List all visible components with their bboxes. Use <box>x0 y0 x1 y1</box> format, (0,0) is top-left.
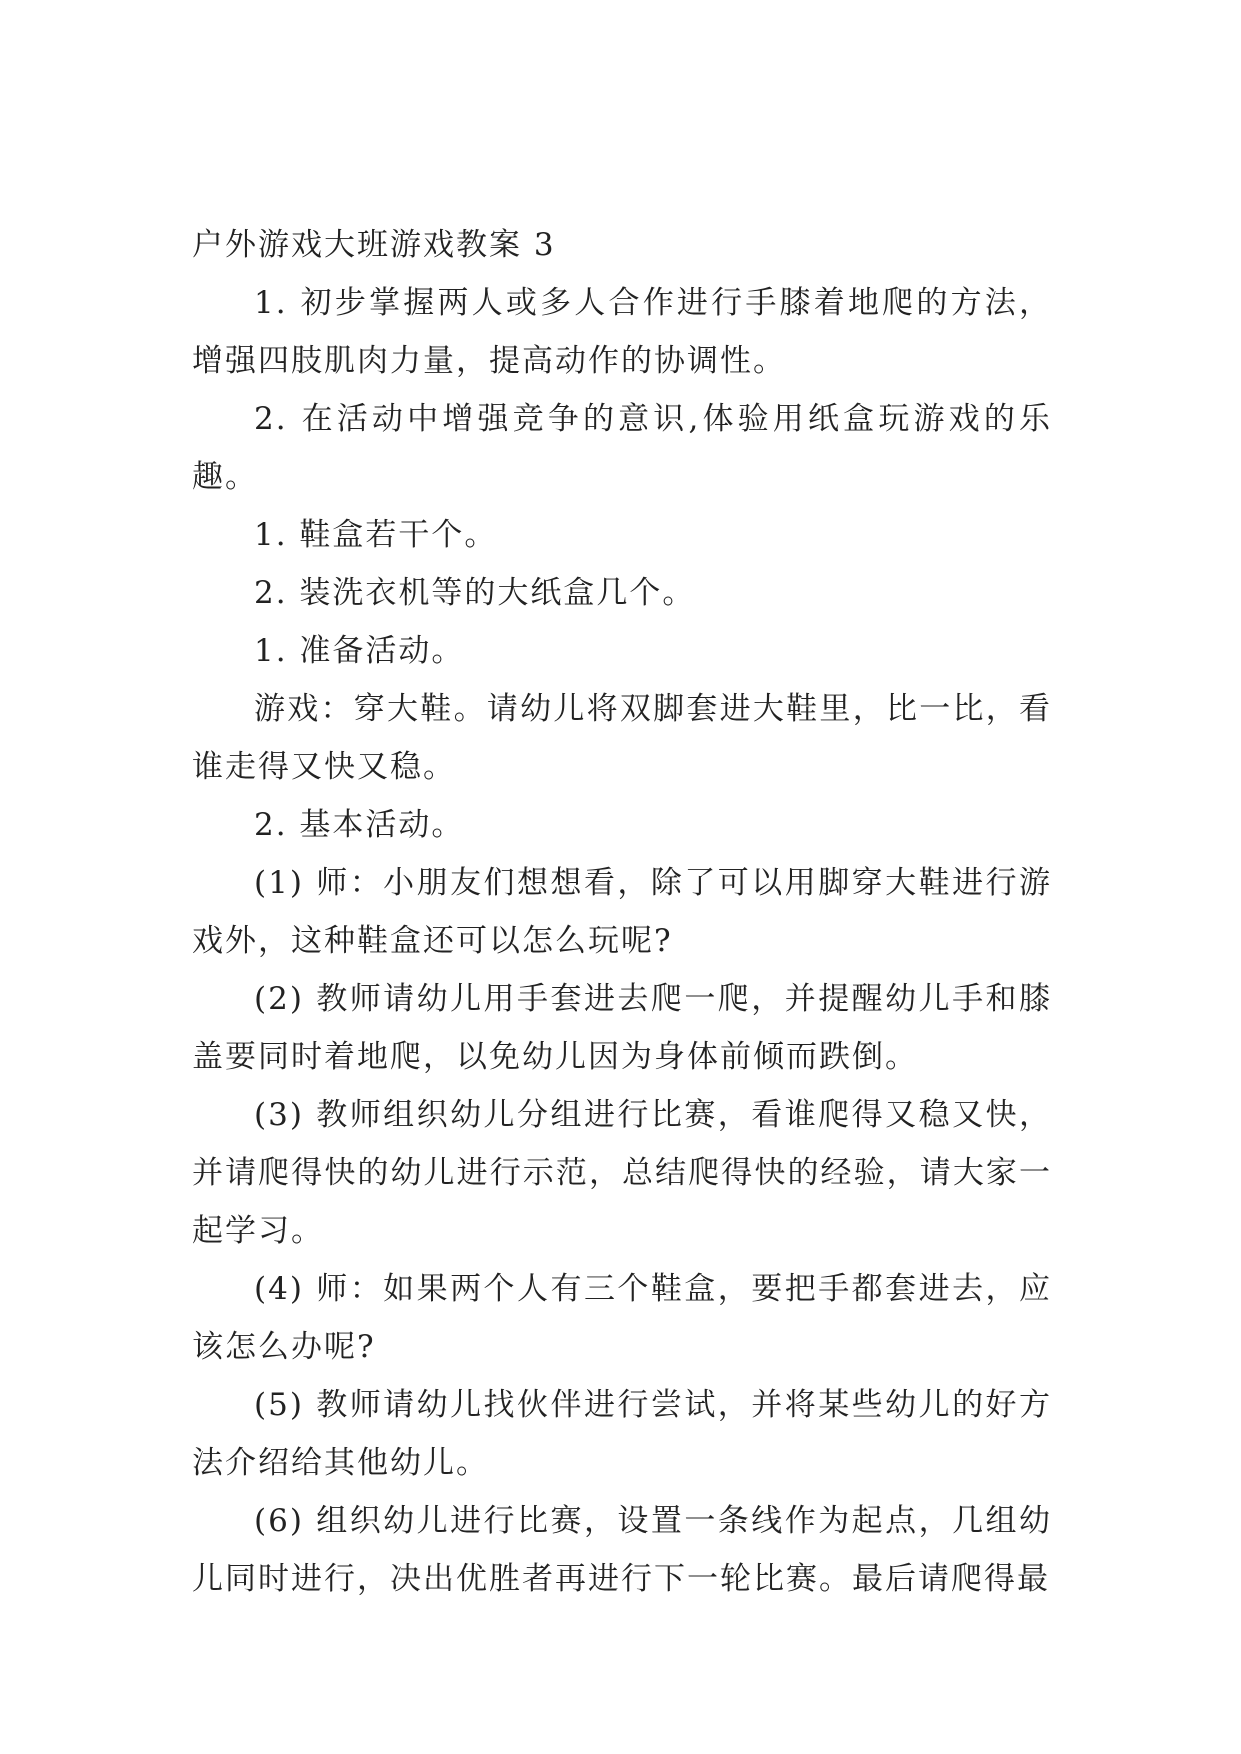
document-body <box>192 216 1052 1608</box>
warmup-game: 游戏：穿大鞋。请幼儿将双脚套进大鞋里，比一比，看谁走得又快又稳。 <box>192 691 1052 785</box>
substep-2: (2) 教师请幼儿用手套进去爬一爬，并提醒幼儿手和膝盖要同时着地爬，以免幼儿因为身体前倾而跌倒。 <box>192 981 1052 1075</box>
substep-6: (6) 组织幼儿进行比赛，设置一条线作为起点，几组幼儿同时进行，决出优胜者再进行下一轮比赛。最后请爬得最 <box>192 1503 1052 1597</box>
document-title: 户外游戏大班游戏教案 3 <box>192 227 556 263</box>
substep-5: (5) 教师请幼儿找伙伴进行尝试，并将某些幼儿的好方法介绍给其他幼儿。 <box>192 1387 1052 1481</box>
objective-1: 1. 初步掌握两人或多人合作进行手膝着地爬的方法，增强四肢肌肉力量，提高动作的协调性。 <box>192 285 1052 379</box>
material-2: 2. 装洗衣机等的大纸盒几个。 <box>254 575 696 611</box>
objective-2: 2. 在活动中增强竞争的意识,体验用纸盒玩游戏的乐趣。 <box>192 401 1052 495</box>
process-step-2: 2. 基本活动。 <box>254 807 465 843</box>
process-step-1: 1. 准备活动。 <box>254 633 465 669</box>
material-1: 1. 鞋盒若干个。 <box>254 517 498 553</box>
substep-4: (4) 师：如果两个人有三个鞋盒，要把手都套进去，应该怎么办呢? <box>192 1271 1052 1365</box>
substep-3: (3) 教师组织幼儿分组进行比赛，看谁爬得又稳又快，并请爬得快的幼儿进行示范，总结爬得快的经验，请大家一起学习。 <box>192 1097 1052 1249</box>
substep-1: (1) 师：小朋友们想想看，除了可以用脚穿大鞋进行游戏外，这种鞋盒还可以怎么玩呢? <box>192 865 1052 959</box>
